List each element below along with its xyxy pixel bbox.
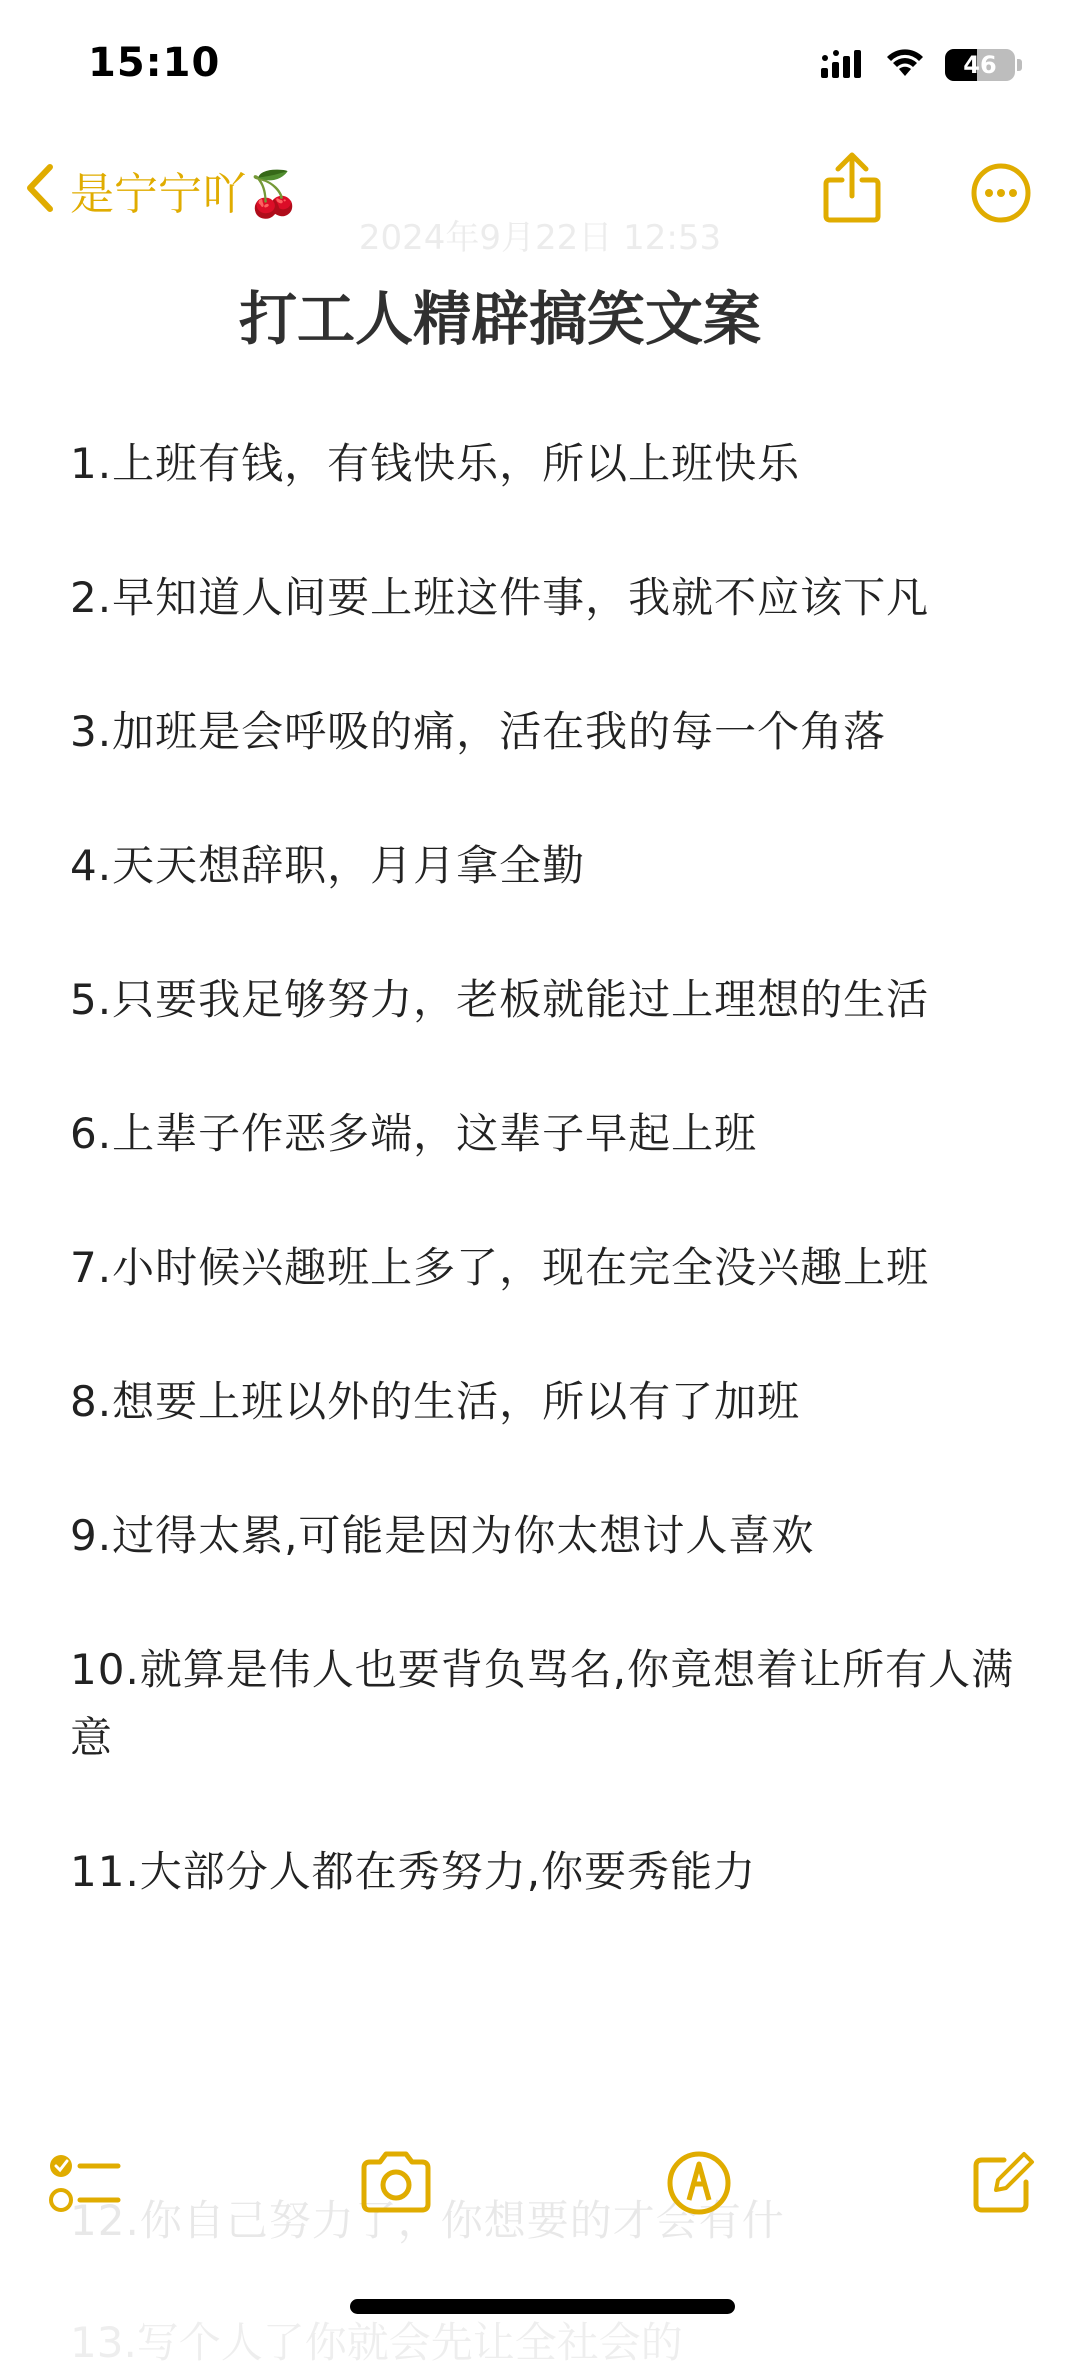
back-label: 是宁宁吖🍒 — [70, 169, 301, 220]
checklist-button[interactable] — [48, 2150, 122, 2224]
note-title: 打工人精辟搞笑文案 — [238, 285, 761, 353]
markup-button[interactable] — [666, 2150, 732, 2220]
cellular-signal-icon — [821, 48, 865, 82]
note-line: 8.想要上班以外的生活，所以有了加班 — [70, 1377, 801, 1426]
battery-nub — [1017, 59, 1022, 71]
note-date: 2024年9月22日 12:53 — [358, 218, 722, 258]
note-line: 11.大部分人都在秀努力,你要秀能力 — [70, 1847, 757, 1896]
checklist-icon — [48, 2205, 122, 2224]
home-indicator[interactable] — [350, 2299, 735, 2314]
compose-button[interactable] — [970, 2150, 1036, 2220]
wifi-icon — [885, 48, 925, 82]
note-line: 2.早知道人间要上班这件事，我就不应该下凡 — [70, 573, 930, 622]
camera-icon — [358, 2199, 434, 2218]
markup-icon — [666, 2201, 732, 2220]
note-line: 9.过得太累,可能是因为你太想讨人喜欢 — [70, 1511, 815, 1560]
status-time: 15:10 — [88, 40, 221, 86]
status-bar — [0, 0, 1080, 130]
bottom-toolbar — [0, 2140, 1080, 2250]
note-body[interactable] — [70, 430, 1020, 1972]
note-line: 1.上班有钱，有钱快乐，所以上班快乐 — [70, 439, 801, 488]
note-line: 5.只要我足够努力，老板就能过上理想的生活 — [70, 975, 930, 1024]
note-line: 10.就算是伟人也要背负骂名,你竟想着让所有人满意 — [70, 1645, 1015, 1762]
note-line: 6.上辈子作恶多端，这辈子早起上班 — [70, 1109, 758, 1158]
compose-icon — [970, 2201, 1036, 2220]
note-line-partial: 12.你自己努力了，你想要的才会有什 — [70, 2196, 785, 2245]
camera-button[interactable] — [358, 2150, 434, 2218]
battery-level: 46 — [963, 51, 997, 79]
battery-icon — [945, 49, 1015, 81]
status-icons — [821, 48, 1022, 82]
note-line: 4.天天想辞职，月月拿全勤 — [70, 841, 586, 890]
note-line-partial: 13.写个人了你就会先让全社会的 — [70, 2318, 683, 2367]
note-line: 7.小时候兴趣班上多了，现在完全没兴趣上班 — [70, 1243, 930, 1292]
note-line: 3.加班是会呼吸的痛，活在我的每一个角落 — [70, 707, 887, 756]
